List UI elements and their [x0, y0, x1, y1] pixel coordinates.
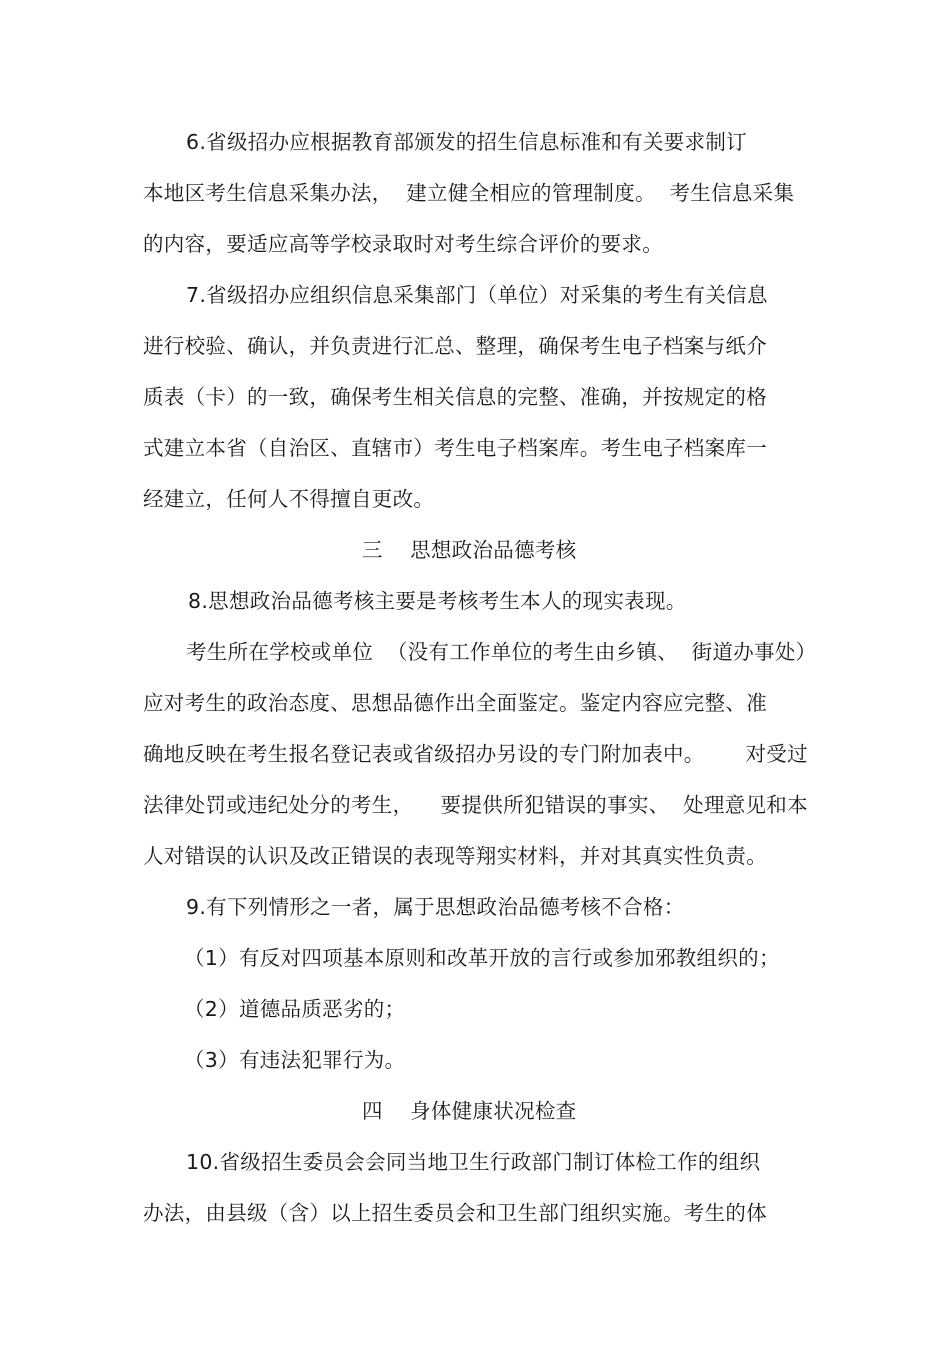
- paragraph-8b-line-5: 人对错误的认识及改正错误的表现等翔实材料，并对其真实性负责。: [143, 844, 767, 868]
- section-heading-3: 三 思想政治品德考核: [362, 538, 577, 562]
- paragraph-7-line-4: 式建立本省（自治区、直辖市）考生电子档案库。考生电子档案库一: [143, 436, 767, 460]
- paragraph-7-line-2: 进行校验、确认，并负责进行汇总、整理，确保考生电子档案与纸介: [143, 334, 767, 358]
- paragraph-6-line-3: 的内容，要适应高等学校录取时对考生综合评价的要求。: [143, 232, 663, 256]
- list-item-2: （2）道德品质恶劣的；: [184, 997, 406, 1021]
- paragraph-6-line-1: 6.省级招办应根据教育部颁发的招生信息标准和有关要求制订: [186, 130, 747, 154]
- paragraph-9-line-1: 9.有下列情形之一者，属于思想政治品德考核不合格：: [186, 895, 685, 919]
- list-item-3: （3）有违法犯罪行为。: [184, 1048, 406, 1072]
- paragraph-7-line-5: 经建立，任何人不得擅自更改。: [143, 487, 435, 511]
- paragraph-7-line-1: 7.省级招办应组织信息采集部门（单位）对采集的考生有关信息: [186, 283, 768, 307]
- paragraph-10-line-1: 10.省级招生委员会会同当地卫生行政部门制订体检工作的组织: [186, 1150, 761, 1174]
- paragraph-8b-line-3: 确地反映在考生报名登记表或省级招办另设的专门附加表中。 对受过: [143, 742, 808, 766]
- paragraph-8b-line-4: 法律处罚或违纪处分的考生， 要提供所犯错误的事实、 处理意见和本: [143, 793, 808, 817]
- paragraph-8b-line-2: 应对考生的政治态度、思想品德作出全面鉴定。鉴定内容应完整、准: [143, 691, 767, 715]
- paragraph-6-line-2: 本地区考生信息采集办法， 建立健全相应的管理制度。 考生信息采集: [143, 181, 795, 205]
- paragraph-8b-line-1: 考生所在学校或单位 （没有工作单位的考生由乡镇、 街道办事处）: [186, 640, 817, 664]
- list-item-1: （1）有反对四项基本原则和改革开放的言行或参加邪教组织的；: [184, 946, 780, 970]
- paragraph-8-line-1: 8.思想政治品德考核主要是考核考生本人的现实表现。: [188, 589, 687, 613]
- section-heading-4: 四 身体健康状况检查: [362, 1099, 577, 1123]
- paragraph-7-line-3: 质表（卡）的一致，确保考生相关信息的完整、准确，并按规定的格: [143, 385, 767, 409]
- paragraph-10-line-2: 办法，由县级（含）以上招生委员会和卫生部门组织实施。考生的体: [143, 1201, 767, 1225]
